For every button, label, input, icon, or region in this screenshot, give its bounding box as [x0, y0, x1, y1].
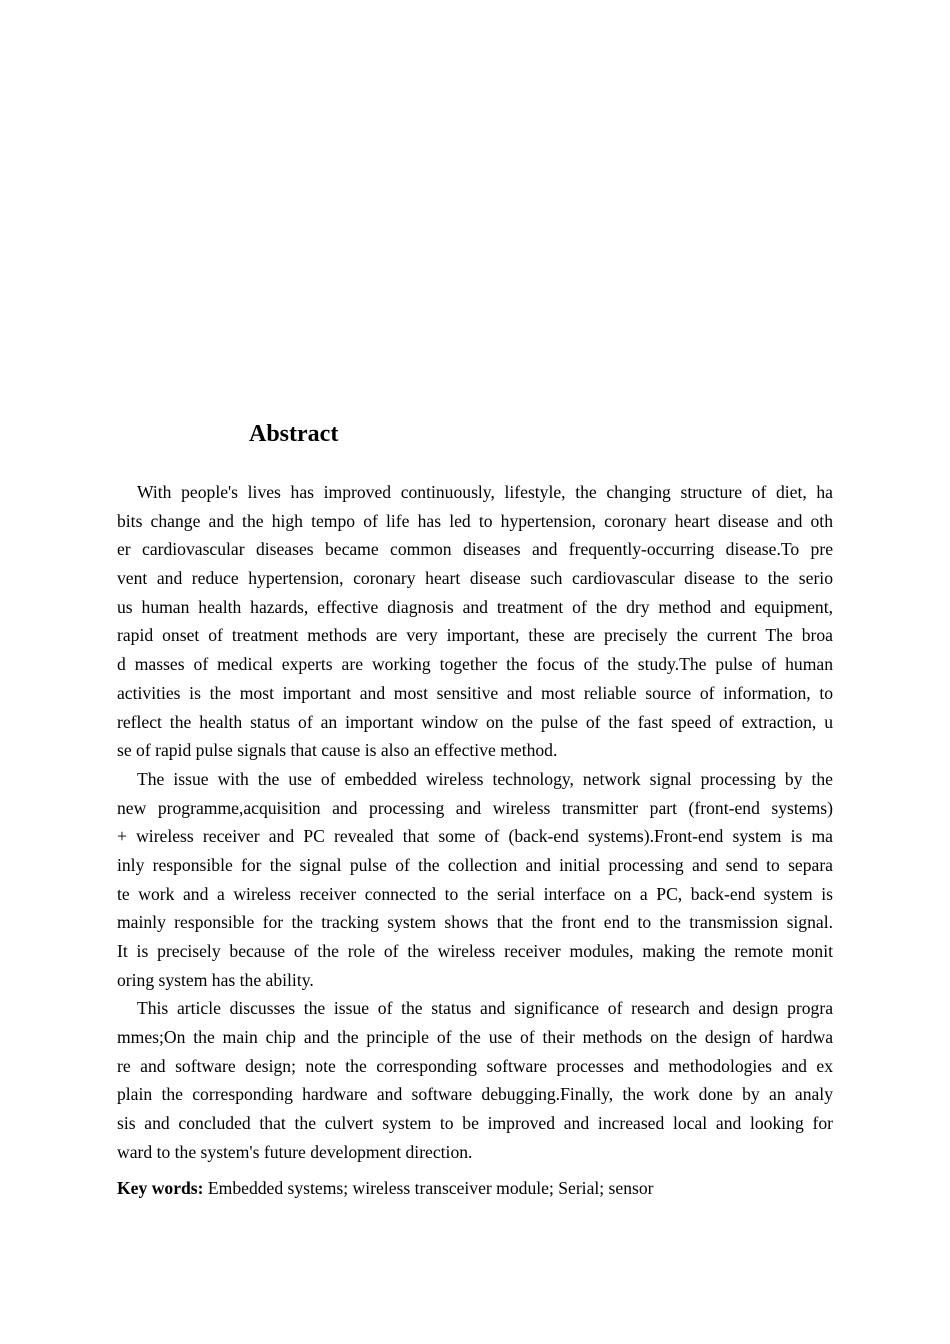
paragraph-2-line: The issue with the use of embedded wireless technology, network signal processing by the [137, 768, 833, 789]
paragraph-2-line: It is precisely because of the role of the wireless receiver modules, making the remote monit [117, 941, 833, 961]
paragraph-2-line: + wireless receiver and PC revealed that some of (back-end systems).Front-end system is ma [117, 826, 833, 847]
paragraph-1-line: d masses of medical experts are working together the focus of the study.The pulse of human [117, 654, 833, 675]
paragraph-2-line: inly responsible for the signal pulse of the collection and initial processing and send to separa [117, 854, 833, 875]
paragraph-1-line: se of rapid pulse signals that cause is also an effective method. [117, 740, 558, 761]
paragraph-1-line: rapid onset of treatment methods are very important, these are precisely the current The broa [117, 625, 833, 646]
paragraph-3-line: plain the corresponding hardware and software debugging.Finally, the work done by an analy [117, 1084, 833, 1105]
paragraph-2-line: oring system has the ability. [117, 969, 314, 990]
paragraph-1-line: activities is the most important and most sensitive and most reliable source of information, to [117, 682, 833, 703]
paragraph-3-line: ward to the system's future development direction. [117, 1141, 473, 1162]
paragraph-1-line: With people's lives has improved continuously, lifestyle, the changing structure of diet, ha [137, 482, 833, 502]
paragraph-1-line: reflect the health status of an important window on the pulse of the fast speed of extraction, u [117, 711, 833, 732]
paragraph-2-line: new programme,acquisition and processing and wireless transmitter part (front-end systems) [117, 797, 833, 818]
keywords-text: Embedded systems; wireless transceiver module; Serial; sensor [207, 1178, 654, 1198]
paragraph-3-line: re and software design; note the corresponding software processes and methodologies and ex [117, 1055, 833, 1076]
abstract-body [117, 478, 833, 1167]
keywords-label: Key words: [117, 1178, 204, 1198]
paragraph-1-line: us human health hazards, effective diagnosis and treatment of the dry method and equipment, [117, 596, 833, 617]
paragraph-1-line: vent and reduce hypertension, coronary heart disease such cardiovascular disease to the serio [117, 568, 833, 589]
paragraph-3-line: This article discusses the issue of the status and significance of research and design progra [137, 998, 833, 1019]
abstract-title: Abstract [249, 421, 339, 447]
paragraph-2-line: mainly responsible for the tracking system shows that the front end to the transmission signal. [117, 912, 833, 933]
paragraph-1-line: bits change and the high tempo of life has led to hypertension, coronary heart disease and oth [117, 510, 833, 531]
paragraph-2-line: te work and a wireless receiver connected to the serial interface on a PC, back-end system is [117, 883, 833, 904]
paragraph-3-line: mmes;On the main chip and the principle of the use of their methods on the design of hardwa [117, 1027, 833, 1048]
paragraph-3-line: sis and concluded that the culvert system to be improved and increased local and looking for [117, 1113, 833, 1134]
keywords [117, 1174, 654, 1202]
paragraph-1-line: er cardiovascular diseases became common diseases and frequently-occurring disease.To pre [117, 539, 833, 560]
